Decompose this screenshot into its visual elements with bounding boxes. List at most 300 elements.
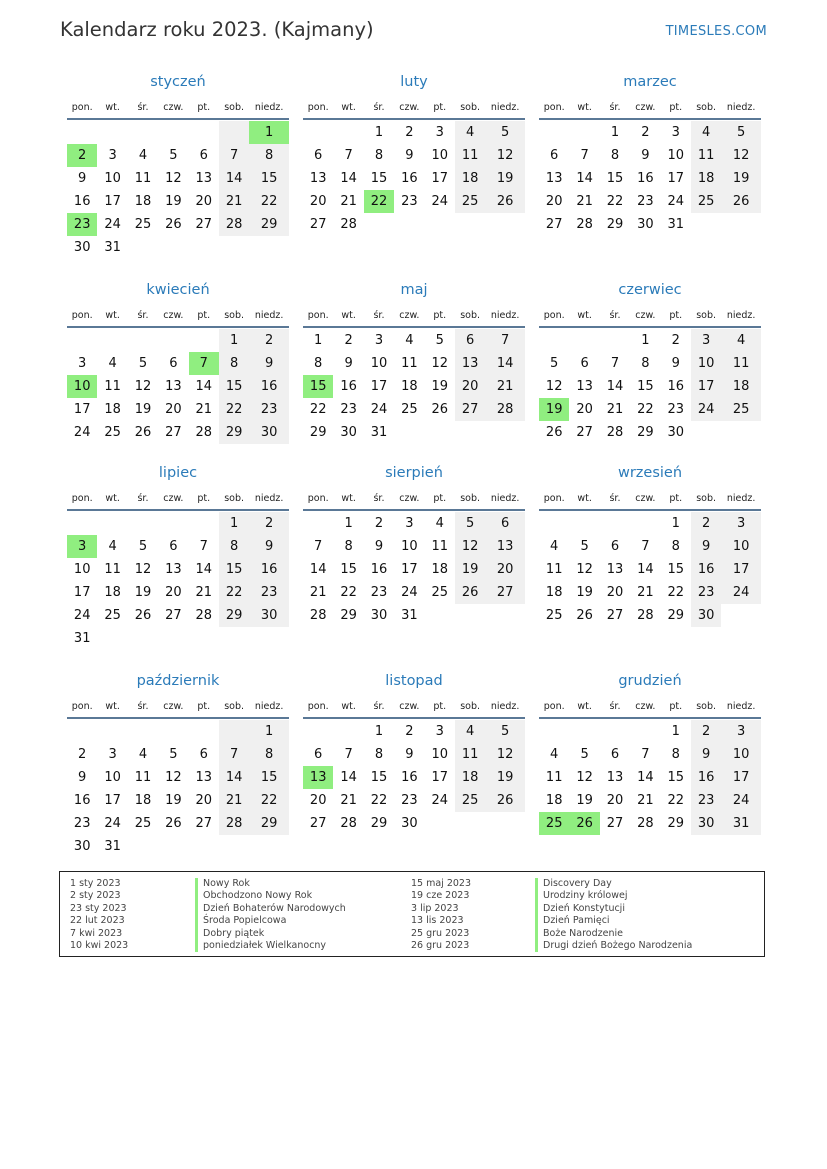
day-cell: 14 [576, 171, 593, 186]
legend-names-left [195, 878, 346, 952]
legend-holiday-name: Dzień Konstytucji [535, 903, 692, 915]
legend-date: 19 cze 2023 [411, 890, 470, 902]
empty-cell [425, 812, 455, 835]
day-cell: 19 [165, 194, 182, 209]
day-cell: 2 [249, 512, 289, 535]
day-cell: 17 [431, 171, 449, 186]
day-cell: 17 [691, 375, 721, 398]
weekday-label: niedz. [490, 492, 520, 504]
day-cell: 27 [606, 816, 624, 831]
day-cell: 11 [545, 770, 563, 785]
empty-cell [485, 213, 525, 236]
day-cell: 7 [219, 743, 249, 766]
weekday-label: pt. [197, 309, 211, 321]
day-cell: 1 [344, 516, 353, 531]
day-cell: 24 [73, 425, 91, 440]
empty-cell [158, 627, 188, 650]
day-cell: 13 [485, 535, 525, 558]
day-cell: 18 [134, 194, 152, 209]
empty-cell [600, 720, 630, 743]
legend-holiday-name: Obchodzono Nowy Rok [195, 890, 346, 902]
empty-cell [600, 512, 630, 535]
day-cell: 9 [249, 535, 289, 558]
day-cell: 8 [671, 539, 680, 554]
weekday-header [303, 487, 525, 511]
weekday-label: czw. [635, 492, 656, 504]
day-cell: 6 [550, 148, 559, 163]
day-grid [539, 720, 761, 835]
day-cell: 28 [340, 217, 357, 232]
day-cell: 2 [374, 516, 384, 531]
day-cell: 20 [165, 402, 182, 417]
weekday-header [67, 304, 289, 328]
day-grid [67, 121, 289, 259]
empty-cell [691, 213, 721, 236]
day-cell: 20 [545, 194, 563, 209]
day-cell: 30 [401, 816, 418, 831]
day-cell: 29 [667, 816, 685, 831]
day-cell: 27 [195, 816, 213, 831]
weekday-label: śr. [609, 101, 621, 113]
weekday-label: wt. [105, 700, 120, 712]
month-block [303, 72, 525, 236]
day-cell: 31 [104, 240, 121, 255]
day-cell: 24 [721, 789, 761, 812]
day-cell: 9 [691, 743, 721, 766]
weekday-label: wt. [341, 309, 356, 321]
empty-cell [539, 720, 569, 743]
month-name: grudzień [618, 673, 682, 689]
day-cell: 30 [73, 839, 91, 854]
day-cell: 14 [637, 770, 654, 785]
day-cell: 30 [691, 812, 721, 835]
day-cell: 24 [431, 194, 449, 209]
day-cell: 18 [545, 793, 563, 808]
day-cell: 17 [104, 194, 121, 209]
day-cell: 11 [134, 171, 152, 186]
day-grid [539, 329, 761, 444]
day-grid [539, 121, 761, 236]
day-cell: 14 [485, 352, 525, 375]
day-cell: 31 [401, 608, 418, 623]
empty-cell [721, 604, 761, 627]
day-cell: 29 [606, 217, 624, 232]
day-cell: 19 [134, 585, 152, 600]
holiday-day-cell: 22 [364, 190, 394, 213]
day-cell: 12 [485, 743, 525, 766]
day-cell: 25 [455, 190, 485, 213]
day-cell: 22 [370, 793, 388, 808]
empty-cell [249, 835, 289, 858]
day-cell: 7 [219, 144, 249, 167]
empty-cell [158, 121, 188, 144]
day-cell: 26 [165, 816, 182, 831]
weekday-label: sob. [224, 101, 245, 113]
legend-date: 3 lip 2023 [411, 902, 459, 914]
day-cell: 2 [691, 512, 721, 535]
day-cell: 29 [219, 604, 249, 627]
day-cell: 31 [721, 812, 761, 835]
day-cell: 4 [721, 329, 761, 352]
empty-cell [455, 213, 485, 236]
site-link[interactable]: TIMESLES.COM [665, 24, 767, 39]
day-cell: 30 [73, 240, 91, 255]
day-cell: 10 [431, 148, 449, 163]
day-cell: 1 [249, 720, 289, 743]
empty-cell [485, 421, 525, 444]
weekday-label: pon. [71, 101, 93, 113]
empty-cell [721, 421, 761, 444]
day-cell: 28 [637, 608, 654, 623]
empty-cell [394, 213, 424, 236]
weekday-label: wt. [105, 101, 120, 113]
day-cell: 21 [637, 585, 654, 600]
day-cell: 17 [73, 402, 91, 417]
day-cell: 29 [249, 213, 289, 236]
day-cell: 4 [550, 539, 559, 554]
day-cell: 27 [309, 217, 327, 232]
day-cell: 19 [165, 793, 182, 808]
legend-date: 10 kwi 2023 [70, 939, 129, 951]
day-cell: 2 [691, 720, 721, 743]
empty-cell [158, 512, 188, 535]
weekday-label: pt. [433, 492, 447, 504]
weekday-label: śr. [609, 492, 621, 504]
empty-cell [158, 329, 188, 352]
day-cell: 25 [455, 789, 485, 812]
empty-cell [67, 329, 97, 352]
legend-date: 15 maj 2023 [411, 878, 472, 889]
day-cell: 7 [580, 148, 589, 163]
day-cell: 15 [606, 171, 624, 186]
month-name: wrzesień [617, 465, 683, 481]
day-cell: 21 [195, 585, 213, 600]
day-cell: 9 [374, 539, 384, 554]
day-cell: 2 [249, 329, 289, 352]
day-cell: 15 [370, 171, 388, 186]
day-cell: 23 [691, 789, 721, 812]
weekday-header [67, 487, 289, 511]
legend-holiday-name: Dobry piątek [195, 928, 346, 940]
month-name: maj [400, 282, 428, 298]
empty-cell [569, 720, 599, 743]
day-cell: 27 [195, 217, 213, 232]
day-cell: 25 [104, 608, 121, 623]
day-cell: 11 [104, 562, 121, 577]
day-cell: 10 [431, 747, 449, 762]
legend-holiday-name: poniedziałek Wielkanocny [195, 940, 346, 952]
month-block [539, 463, 761, 627]
weekday-header [539, 304, 761, 328]
weekday-label: pon. [307, 101, 329, 113]
day-cell: 3 [108, 148, 117, 163]
legend-holiday-name: Urodziny królowej [535, 890, 692, 902]
day-cell: 26 [431, 402, 449, 417]
day-cell: 25 [545, 608, 563, 623]
day-cell: 7 [344, 148, 353, 163]
day-cell: 21 [219, 190, 249, 213]
day-cell: 3 [374, 333, 384, 348]
day-cell: 14 [340, 171, 357, 186]
day-cell: 12 [165, 171, 182, 186]
day-grid [303, 121, 525, 236]
weekday-label: wt. [341, 101, 356, 113]
weekday-label: niedz. [490, 700, 520, 712]
empty-cell [97, 720, 127, 743]
weekday-label: niedz. [254, 700, 284, 712]
day-cell: 17 [721, 558, 761, 581]
day-cell: 8 [314, 356, 323, 371]
day-grid [67, 512, 289, 650]
weekday-label: niedz. [726, 700, 756, 712]
weekday-label: wt. [105, 492, 120, 504]
weekday-label: niedz. [726, 101, 756, 113]
day-cell: 30 [637, 217, 654, 232]
day-cell: 24 [691, 398, 721, 421]
weekday-label: czw. [163, 101, 184, 113]
weekday-label: sob. [460, 700, 481, 712]
weekday-label: niedz. [726, 309, 756, 321]
day-cell: 8 [641, 356, 650, 371]
weekday-label: śr. [137, 492, 149, 504]
weekday-label: pon. [543, 700, 565, 712]
day-cell: 5 [485, 121, 525, 144]
day-cell: 9 [405, 148, 414, 163]
day-cell: 31 [73, 631, 91, 646]
day-cell: 22 [340, 585, 357, 600]
weekday-label: wt. [341, 492, 356, 504]
day-cell: 15 [637, 379, 654, 394]
day-cell: 13 [165, 562, 182, 577]
day-cell: 21 [309, 585, 327, 600]
day-cell: 5 [485, 720, 525, 743]
day-cell: 5 [580, 747, 589, 762]
day-cell: 4 [435, 516, 444, 531]
day-cell: 22 [637, 402, 654, 417]
day-cell: 12 [134, 379, 152, 394]
day-cell: 9 [344, 356, 353, 371]
day-cell: 21 [195, 402, 213, 417]
month-name: marzec [623, 74, 677, 90]
day-cell: 5 [550, 356, 559, 371]
day-cell: 18 [545, 585, 563, 600]
legend-date: 26 gru 2023 [411, 939, 470, 951]
day-cell: 5 [455, 512, 485, 535]
empty-cell [189, 835, 219, 858]
empty-cell [219, 835, 249, 858]
day-cell: 30 [370, 608, 388, 623]
empty-cell [67, 720, 97, 743]
day-cell: 8 [374, 747, 384, 762]
day-cell: 10 [691, 352, 721, 375]
holiday-day-cell: 3 [67, 535, 97, 558]
empty-cell [158, 720, 188, 743]
legend-holiday-name: Dzień Pamięci [535, 915, 692, 927]
empty-cell [97, 512, 127, 535]
day-cell: 25 [431, 585, 449, 600]
day-cell: 7 [314, 539, 323, 554]
weekday-label: sob. [224, 492, 245, 504]
weekday-label: pon. [543, 101, 565, 113]
weekday-label: wt. [577, 309, 592, 321]
day-cell: 26 [485, 190, 525, 213]
empty-cell [97, 121, 127, 144]
weekday-label: pt. [669, 700, 683, 712]
day-cell: 9 [78, 770, 87, 785]
day-cell: 16 [691, 766, 721, 789]
day-cell: 12 [721, 144, 761, 167]
day-cell: 12 [165, 770, 182, 785]
day-cell: 15 [249, 766, 289, 789]
day-cell: 5 [435, 333, 444, 348]
day-cell: 7 [485, 329, 525, 352]
day-cell: 17 [104, 793, 121, 808]
weekday-label: sob. [224, 700, 245, 712]
day-cell: 8 [344, 539, 353, 554]
day-cell: 15 [249, 167, 289, 190]
day-grid [67, 329, 289, 444]
weekday-label: sob. [460, 309, 481, 321]
legend-date: 22 lut 2023 [70, 915, 125, 927]
day-cell: 5 [721, 121, 761, 144]
legend-date: 25 gru 2023 [411, 927, 470, 939]
month-block [67, 463, 289, 650]
day-cell: 19 [576, 793, 593, 808]
day-cell: 17 [401, 562, 418, 577]
day-cell: 23 [370, 585, 388, 600]
day-cell: 11 [721, 352, 761, 375]
legend-holiday-name: Drugi dzień Bożego Narodzenia [535, 940, 692, 952]
day-cell: 13 [606, 770, 624, 785]
day-cell: 13 [309, 171, 327, 186]
day-cell: 14 [606, 379, 624, 394]
weekday-label: pon. [307, 309, 329, 321]
day-grid [67, 720, 289, 858]
day-cell: 26 [721, 190, 761, 213]
day-cell: 21 [576, 194, 593, 209]
day-cell: 27 [545, 217, 563, 232]
day-cell: 28 [606, 425, 624, 440]
empty-cell [425, 213, 455, 236]
day-cell: 24 [73, 608, 91, 623]
weekday-label: wt. [105, 309, 120, 321]
legend-holiday-name: Nowy Rok [195, 878, 346, 890]
holiday-day-cell: 15 [303, 375, 333, 398]
empty-cell [219, 627, 249, 650]
day-cell: 19 [485, 167, 525, 190]
day-cell: 15 [370, 770, 388, 785]
day-cell: 6 [610, 539, 620, 554]
day-cell: 12 [576, 770, 593, 785]
day-cell: 22 [667, 793, 685, 808]
empty-cell [219, 121, 249, 144]
day-cell: 13 [195, 171, 213, 186]
weekday-header [303, 96, 525, 120]
day-cell: 19 [455, 558, 485, 581]
day-cell: 1 [610, 125, 620, 140]
day-cell: 16 [340, 379, 357, 394]
day-cell: 6 [314, 148, 323, 163]
day-cell: 23 [401, 793, 418, 808]
day-cell: 22 [219, 581, 249, 604]
day-cell: 11 [455, 144, 485, 167]
day-cell: 17 [667, 171, 685, 186]
day-cell: 19 [134, 402, 152, 417]
day-cell: 18 [691, 167, 721, 190]
empty-cell [630, 512, 660, 535]
day-cell: 28 [485, 398, 525, 421]
day-cell: 2 [78, 747, 87, 762]
day-cell: 14 [195, 379, 213, 394]
weekday-label: pt. [197, 101, 211, 113]
day-cell: 25 [134, 217, 152, 232]
day-cell: 28 [340, 816, 357, 831]
month-name: kwiecień [146, 282, 210, 298]
day-cell: 16 [401, 171, 418, 186]
empty-cell [425, 604, 455, 627]
day-cell: 17 [431, 770, 449, 785]
holiday-day-cell: 26 [569, 812, 599, 835]
day-cell: 23 [637, 194, 654, 209]
month-block [303, 671, 525, 835]
day-cell: 10 [667, 148, 685, 163]
day-cell: 21 [606, 402, 624, 417]
weekday-label: niedz. [726, 492, 756, 504]
weekday-label: pon. [71, 700, 93, 712]
day-cell: 6 [455, 329, 485, 352]
weekday-header [303, 695, 525, 719]
day-cell: 18 [401, 379, 418, 394]
day-cell: 31 [667, 217, 685, 232]
month-name: czerwiec [618, 282, 682, 298]
day-cell: 19 [576, 585, 593, 600]
month-block [539, 72, 761, 236]
day-cell: 1 [374, 724, 384, 739]
day-cell: 3 [78, 356, 87, 371]
day-cell: 2 [344, 333, 353, 348]
day-cell: 4 [455, 121, 485, 144]
empty-cell [189, 627, 219, 650]
month-block [67, 671, 289, 858]
day-cell: 13 [165, 379, 182, 394]
empty-cell [691, 421, 721, 444]
day-cell: 27 [606, 608, 624, 623]
day-cell: 7 [641, 747, 650, 762]
day-cell: 6 [199, 747, 208, 762]
day-cell: 27 [455, 398, 485, 421]
day-cell: 11 [104, 379, 121, 394]
day-cell: 5 [169, 747, 178, 762]
day-cell: 16 [249, 375, 289, 398]
empty-cell [303, 512, 333, 535]
day-cell: 16 [637, 171, 654, 186]
weekday-label: pt. [197, 492, 211, 504]
day-cell: 3 [108, 747, 117, 762]
day-cell: 1 [671, 516, 680, 531]
day-cell: 24 [431, 793, 449, 808]
weekday-label: pon. [543, 309, 565, 321]
day-cell: 10 [104, 770, 121, 785]
month-name: styczeń [150, 74, 206, 90]
day-cell: 21 [637, 793, 654, 808]
day-cell: 14 [195, 562, 213, 577]
weekday-label: śr. [609, 700, 621, 712]
day-grid [539, 512, 761, 627]
empty-cell [569, 512, 599, 535]
day-cell: 8 [249, 144, 289, 167]
empty-cell [219, 236, 249, 259]
weekday-label: czw. [399, 309, 420, 321]
